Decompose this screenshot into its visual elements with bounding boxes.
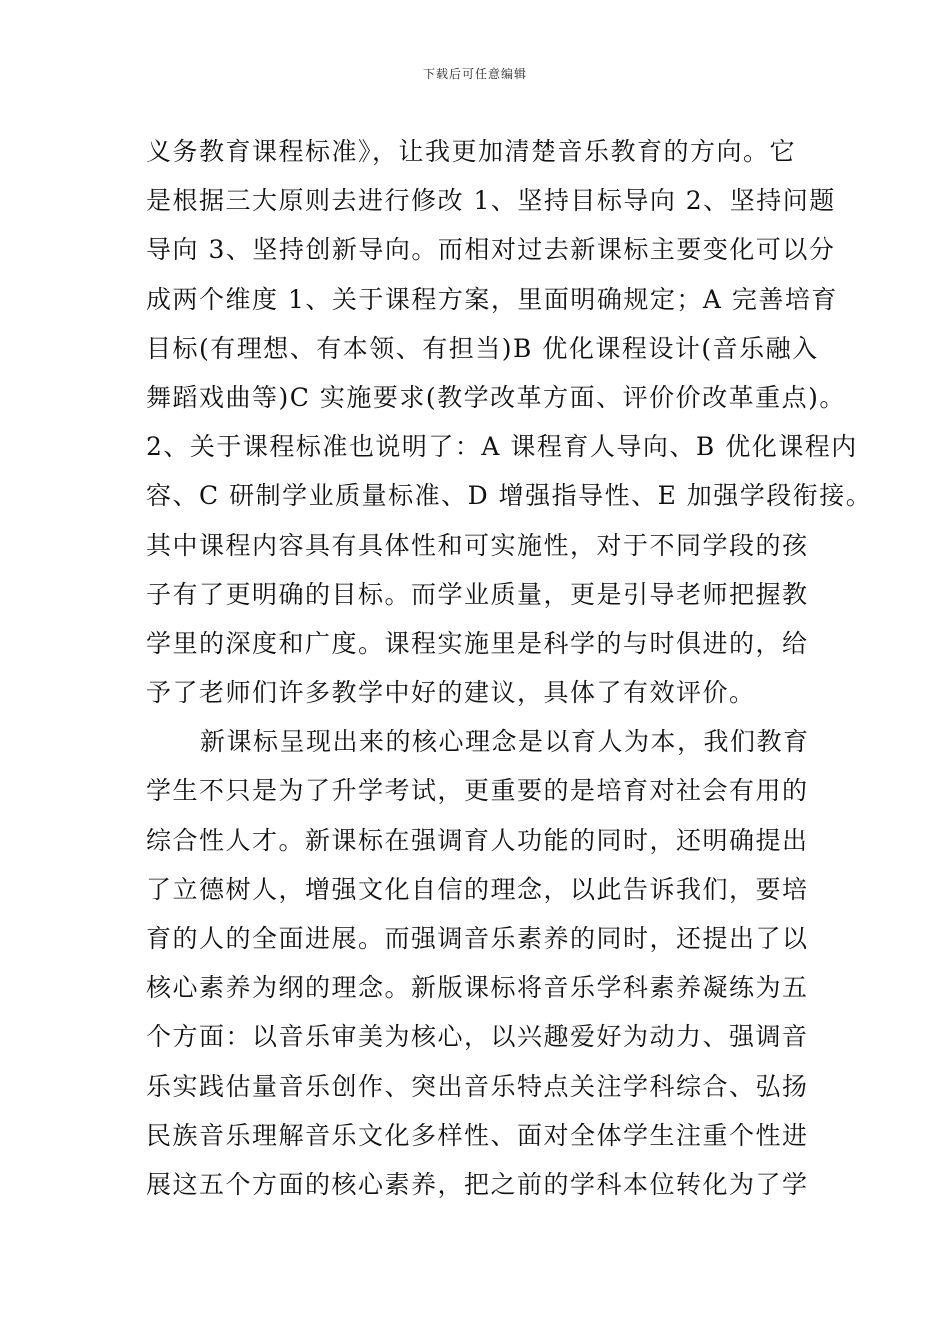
- text-line: 个方面：以音乐审美为核心，以兴趣爱好为动力、强调音: [146, 1022, 809, 1052]
- text-line: 予了老师们许多教学中好的建议，具体了有效评价。: [146, 678, 756, 708]
- text-line: 学生不只是为了升学考试，更重要的是培育对社会有用的: [146, 776, 809, 806]
- text-line: 了立德树人，增强文化自信的理念，以此告诉我们，要培: [146, 874, 809, 904]
- document-body: [146, 132, 873, 1214]
- text-line: 学里的深度和广度。课程实施里是科学的与时俱进的，给: [146, 628, 809, 658]
- text-line: 乐实践估量音乐创作、突出音乐特点关注学科综合、弘扬: [146, 1071, 809, 1101]
- page-header-note: 下载后可任意编辑: [422, 67, 527, 81]
- text-line: 育的人的全面进展。而强调音乐素养的同时，还提出了以: [146, 924, 809, 953]
- text-line: 舞蹈戏曲等)C 实施要求(教学改革方面、评价价改革重点)。: [146, 382, 846, 412]
- text-line: 2、关于课程标准也说明了：A 课程育人导向、B 优化课程内: [146, 432, 858, 462]
- text-line: 成两个维度 1、关于课程方案，里面明确规定；A 完善培育: [146, 284, 838, 314]
- text-line: 义务教育课程标准》，让我更加清楚音乐教育的方向。它: [146, 137, 797, 166]
- text-line: 展这五个方面的核心素养，把之前的学科本位转化为了学: [146, 1169, 809, 1199]
- text-line: 子有了更明确的目标。而学业质量，更是引导老师把握教: [146, 579, 809, 609]
- paragraph-first-line: 新课标呈现出来的核心理念是以育人为本，我们教育: [200, 727, 810, 757]
- text-line: 目标(有理想、有本领、有担当)B 优化课程设计(音乐融入: [146, 333, 819, 363]
- text-line: 民族音乐理解音乐文化多样性、面对全体学生注重个性进: [146, 1120, 809, 1150]
- text-line: 是根据三大原则去进行修改 1、坚持目标导向 2、坚持问题: [146, 186, 836, 216]
- text-line: 核心素养为纲的理念。新版课标将音乐学科素养凝练为五: [146, 973, 809, 1003]
- text-line: 导向 3、坚持创新导向。而相对过去新课标主要变化可以分: [146, 235, 836, 265]
- text-line: 综合性人才。新课标在强调育人功能的同时，还明确提出: [146, 825, 809, 855]
- text-line: 其中课程内容具有具体性和可实施性，对于不同学段的孩: [146, 530, 809, 560]
- text-line: 容、C 研制学业质量标准、D 增强指导性、E 加强学段衔接。: [146, 481, 873, 511]
